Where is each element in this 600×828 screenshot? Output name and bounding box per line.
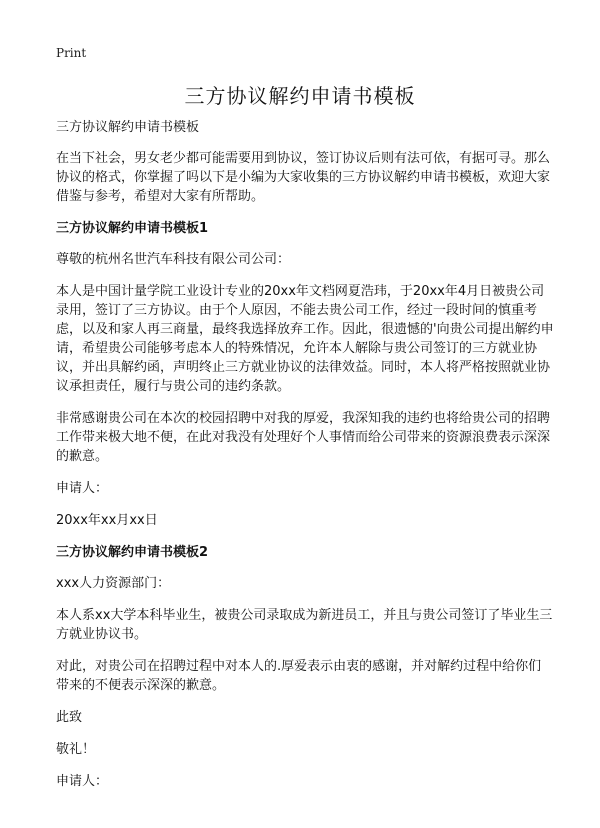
template1-paragraph-2: 非常感谢贵公司在本次的校园招聘中对我的厚爱，我深知我的违约也将给贵公司的招聘工作带来极大地不便，在此对我没有处理好个人事情而给公司带来的资源浪费表示深深的歉意。 — [56, 411, 551, 464]
page-title: 三方协议解约申请书模板 — [184, 84, 416, 108]
subtitle: 三方协议解约申请书模板 — [56, 120, 200, 135]
template2-paragraph-2: 对此，对贵公司在招聘过程中对本人的.厚爱表示由衷的感谢，并对解约过程中给你们带来的不便表示深深的歉意。 — [56, 659, 542, 693]
template1-paragraph-1: 本人是中国计量学院工业设计专业的20xx年文档网夏浩玮，于20xx年4月日被贵公司录用，签订了三方协议。由于个人原因，不能去贵公司工作，经过一段时间的慎重考虑，以及和家人再三商量，最终我选择放弃工作。因此，很遗憾的'向贵公司提出解约申请，希望贵公司能够考虑本人的特殊情况，允许本人解除与贵公司签订的三方就业协议，并出具解约函，声明终止三方就业协议的法律效益。同时，本人将严格按照就业协议承担责任，履行与贵公司的违约条款。 — [56, 284, 554, 394]
template2-salutation: xxx人力资源部门： — [56, 576, 171, 591]
template1-salutation: 尊敬的杭州名世汽车科技有限公司公司： — [56, 252, 291, 267]
intro-paragraph: 在当下社会，男女老少都可能需要用到协议，签订协议后则有法可依，有据可寻。那么协议的格式，你掌握了吗以下是小编为大家收集的三方协议解约申请书模板，欢迎大家借鉴与参考，希望对大家有所帮助。 — [56, 151, 551, 204]
template2-closing-2: 敬礼！ — [56, 742, 96, 757]
document-body — [56, 118, 554, 804]
template2-heading: 三方协议解约申请书模板2 — [56, 545, 209, 560]
template2-paragraph-1: 本人系xx大学本科毕业生，被贵公司录取成为新进员工，并且与贵公司签订了毕业生三方就业协议书。 — [56, 608, 553, 642]
template1-heading: 三方协议解约申请书模板1 — [56, 221, 209, 236]
template1-date: 20xx年xx月xx日 — [56, 513, 158, 528]
template2-applicant: 申请人： — [56, 774, 109, 789]
template1-applicant: 申请人： — [56, 481, 109, 496]
print-link[interactable]: Print — [56, 46, 87, 60]
template2-closing-1: 此致 — [56, 710, 83, 725]
